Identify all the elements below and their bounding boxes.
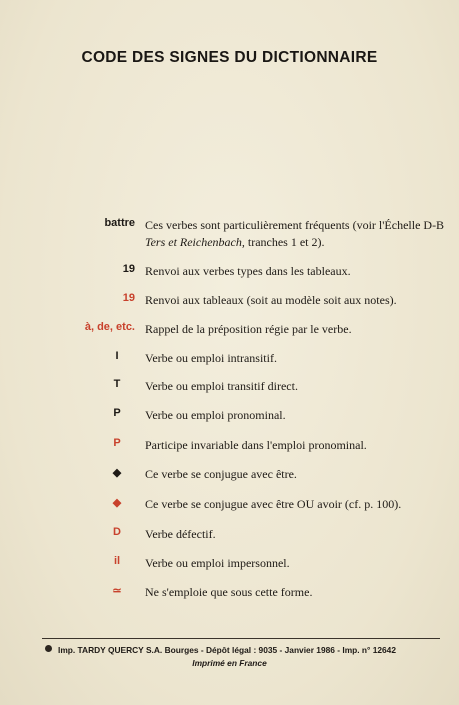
approx-icon: ≃ bbox=[112, 585, 122, 597]
entry-line-1: Ces verbes sont particulièrement fréquents (voir l'Échelle D-B bbox=[145, 218, 445, 232]
footer-divider bbox=[42, 638, 440, 639]
entry-description: Ce verbe se conjugue avec être OU avoir (cf. p. 100). bbox=[145, 497, 402, 511]
imprint-line: Imp. TARDY QUERCY S.A. Bourges - Dépôt légal : 9035 - Janvier 1986 - Imp. n° 12642 bbox=[58, 645, 396, 655]
entry-line-2 bbox=[145, 234, 455, 251]
printed-in-france: Imprimé en France bbox=[192, 658, 267, 668]
symbol-battre: battre bbox=[104, 217, 135, 229]
entry-description bbox=[145, 217, 455, 251]
symbol-I: I bbox=[115, 350, 119, 362]
entry-description: Verbe défectif. bbox=[145, 527, 216, 541]
symbol-T: T bbox=[113, 378, 121, 390]
symbol-D: D bbox=[113, 526, 121, 538]
entry-description: Verbe ou emploi impersonnel. bbox=[145, 556, 290, 570]
entry-description: Ne s'emploie que sous cette forme. bbox=[145, 585, 313, 599]
entry-description: Renvoi aux verbes types dans les tableaux. bbox=[145, 264, 351, 278]
imprint-dot-icon bbox=[45, 645, 52, 652]
entry-description: Rappel de la préposition régie par le verbe. bbox=[145, 322, 352, 336]
symbol-P-red: P bbox=[113, 437, 121, 449]
entry-description: Ce verbe se conjugue avec être. bbox=[145, 467, 297, 481]
symbol-19-black: 19 bbox=[122, 263, 135, 275]
entry-description: Participe invariable dans l'emploi pronominal. bbox=[145, 438, 367, 452]
entry-description: Verbe ou emploi pronominal. bbox=[145, 408, 286, 422]
entry-line-2-rest: tranches 1 et 2). bbox=[244, 235, 325, 249]
symbol-P-black: P bbox=[113, 407, 121, 419]
symbol-il: il bbox=[113, 555, 121, 567]
symbol-preposition: à, de, etc. bbox=[84, 321, 135, 333]
symbol-19-red: 19 bbox=[122, 292, 135, 304]
page-title: CODE DES SIGNES DU DICTIONNAIRE bbox=[81, 49, 378, 66]
entry-line-2-italic: Ters et Reichenbach, bbox=[145, 235, 245, 249]
diamond-black-icon: ◆ bbox=[112, 467, 122, 479]
entry-description: Renvoi aux tableaux (soit au modèle soit aux notes). bbox=[145, 293, 397, 307]
entry-description: Verbe ou emploi intransitif. bbox=[145, 351, 277, 365]
entry-description: Verbe ou emploi transitif direct. bbox=[145, 379, 298, 393]
diamond-red-icon: ◆ bbox=[112, 497, 122, 509]
